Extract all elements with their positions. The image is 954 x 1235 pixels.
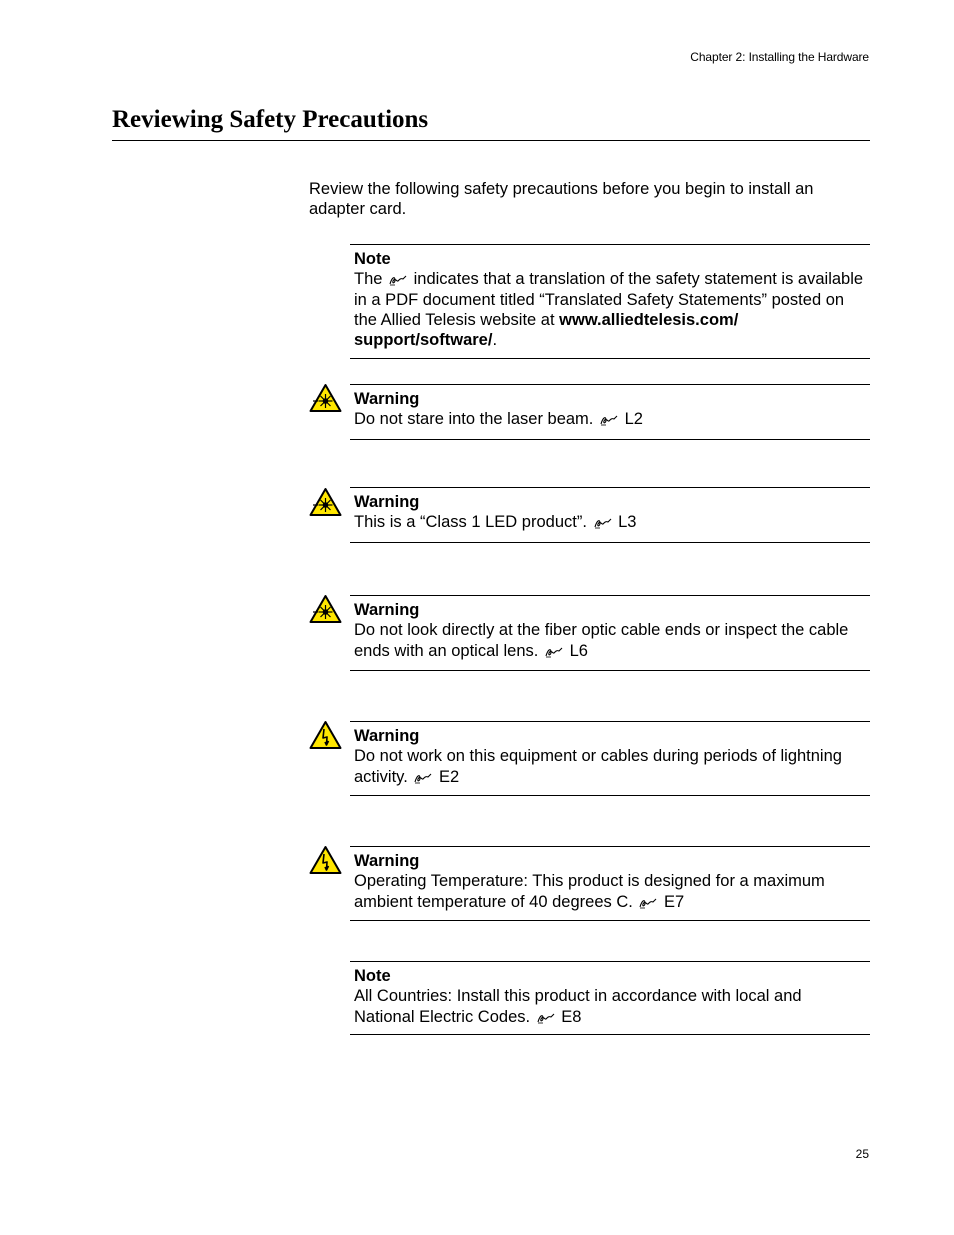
statement-code: L6 — [569, 641, 588, 660]
translation-icon — [600, 414, 618, 426]
translation-icon — [414, 772, 432, 784]
warning-box — [350, 487, 870, 543]
laser-hazard-icon — [309, 487, 342, 517]
warning-statement: This is a “Class 1 LED product”. — [354, 513, 587, 532]
statement-code: E8 — [561, 1007, 582, 1026]
note-label: Note — [354, 250, 391, 268]
electric-codes-note — [350, 961, 870, 1035]
warning-statement: Do not stare into the laser beam. — [354, 410, 594, 429]
electrical-hazard-icon — [309, 720, 342, 750]
page-number: 25 — [855, 1147, 869, 1161]
warning-label: Warning — [354, 727, 420, 745]
warning-statement: Do not work on this equipment or cables during periods of lightning activity. — [354, 747, 842, 786]
warning-text — [354, 512, 866, 532]
translation-icon — [537, 1012, 555, 1024]
warning-label: Warning — [354, 852, 420, 870]
note-text-start: The — [354, 270, 383, 289]
intro-paragraph: Review the following safety precautions before you begin to install an adapter card. — [309, 180, 814, 218]
translation-icon — [639, 897, 657, 909]
warning-box — [350, 721, 870, 796]
warning-box — [350, 846, 870, 921]
translation-icon — [389, 274, 407, 286]
statement-code: E7 — [664, 892, 685, 911]
note-statement: All Countries: Install this product in accordance with local and National Electric Codes. — [354, 987, 802, 1026]
running-header: Chapter 2: Installing the Hardware — [690, 50, 869, 64]
translation-icon — [545, 646, 563, 658]
website-link[interactable]: www.alliedtelesis.com/ support/software/ — [354, 310, 739, 350]
warning-label: Warning — [354, 601, 420, 619]
warning-statement: Operating Temperature: This product is designed for a maximum ambient temperature of 40 degrees C. — [354, 872, 825, 911]
translation-icon — [594, 517, 612, 529]
warning-label: Warning — [354, 493, 420, 511]
title-rule — [112, 140, 870, 141]
note-text — [354, 986, 866, 1027]
statement-code: E2 — [438, 767, 460, 786]
warning-text — [354, 871, 866, 912]
note-label: Note — [354, 967, 391, 985]
note-text-body: indicates that a translation of the safety statement is available in a PDF document titled “Translated Safety Statements” posted on the Allied Telesis website at — [354, 270, 864, 329]
note-text-end: . — [492, 331, 498, 350]
laser-hazard-icon — [309, 383, 342, 413]
warning-text — [354, 746, 866, 787]
note-text — [354, 269, 866, 350]
warning-box — [350, 384, 870, 440]
statement-code: L2 — [624, 410, 643, 429]
warning-box — [350, 595, 870, 671]
page-title: Reviewing Safety Precautions — [112, 106, 429, 133]
translation-note — [350, 244, 870, 359]
laser-hazard-icon — [309, 594, 342, 624]
electrical-hazard-icon — [309, 845, 342, 875]
warning-statement: Do not look directly at the fiber optic cable ends or inspect the cable ends with an optical lens. — [354, 621, 849, 660]
warning-label: Warning — [354, 390, 420, 408]
warning-text — [354, 620, 866, 661]
warning-text — [354, 409, 866, 429]
statement-code: L3 — [618, 513, 637, 532]
